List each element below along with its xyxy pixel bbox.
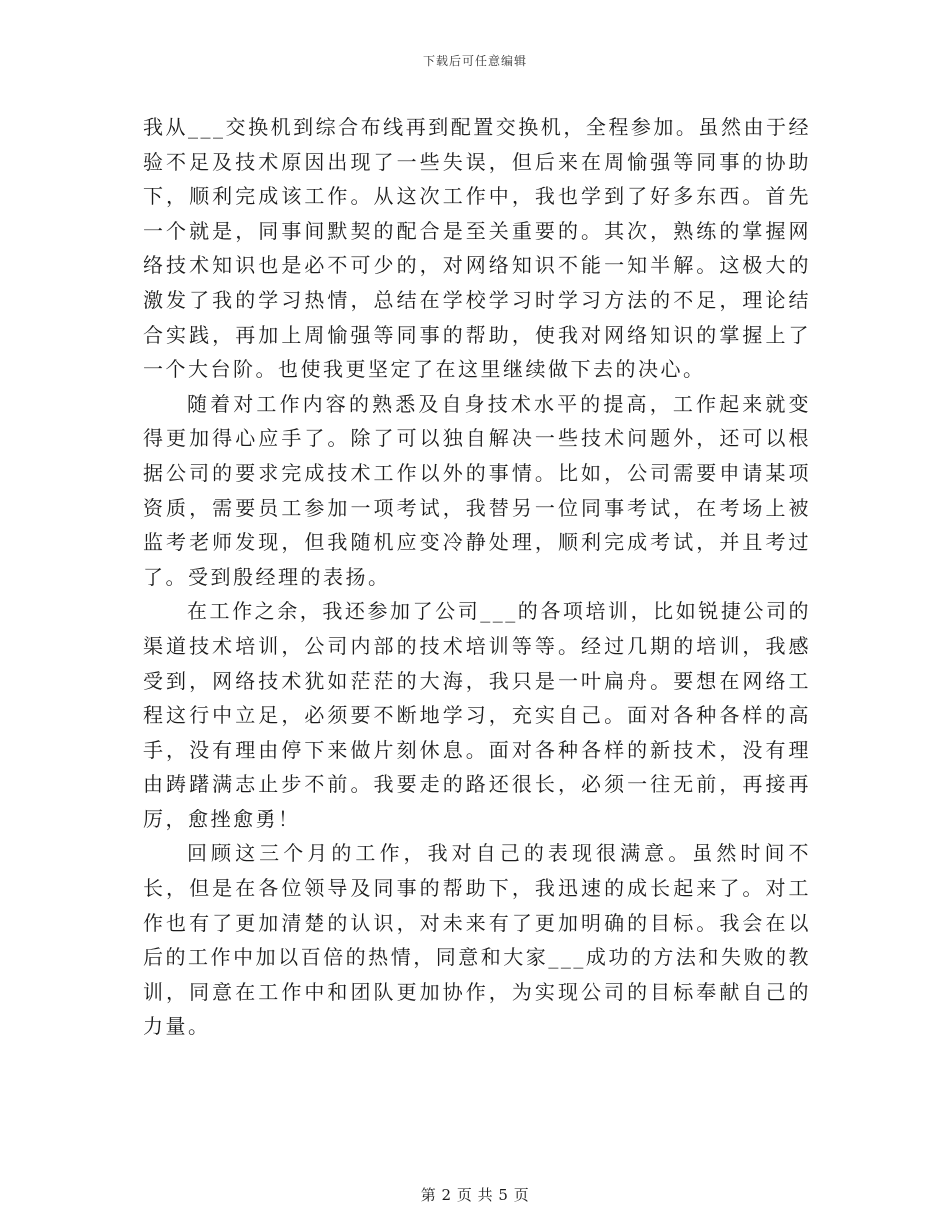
page-header: 下载后可任意编辑 <box>422 54 527 68</box>
document-body <box>143 110 811 1044</box>
paragraph-1: 我从___交换机到综合布线再到配置交换机，全程参加。虽然由于经验不足及技术原因出现了一些失误，但后来在周愉强等同事的协助下，顺利完成该工作。从这次工作中，我也学到了好多东西。首先一个就是，同事间默契的配合是至关重要的。其次，熟练的掌握网络技术知识也是必不可少的，对网络知识不能一知半解。这极大的激发了我的学习热情，总结在学校学习时学习方法的不足，理论结合实践，再加上周愉强等同事的帮助，使我对网络知识的掌握上了一个大台阶。也使我更坚定了在这里继续做下去的决心。 <box>143 115 811 382</box>
page-number: 第 2 页 共 5 页 <box>420 1186 530 1204</box>
paragraph-2: 随着对工作内容的熟悉及自身技术水平的提高，工作起来就变得更加得心应手了。除了可以独自解决一些技术问题外，还可以根据公司的要求完成技术工作以外的事情。比如，公司需要申请某项资质，需要员工参加一项考试，我替另一位同事考试，在考场上被监考老师发现，但我随机应变冷静处理，顺利完成考试，并且考过了。受到殷经理的表扬。 <box>143 391 811 589</box>
paragraph-4: 回顾这三个月的工作，我对自己的表现很满意。虽然时间不长，但是在各位领导及同事的帮助下，我迅速的成长起来了。对工作也有了更加清楚的认识，对未来有了更加明确的目标。我会在以后的工作中加以百倍的热情，同意和大家___成功的方法和失败的教训，同意在工作中和团队更加协作，为实现公司的目标奉献自己的力量。 <box>143 841 811 1039</box>
paragraph-3: 在工作之余，我还参加了公司___的各项培训，比如锐捷公司的渠道技术培训，公司内部的技术培训等等。经过几期的培训，我感受到，网络技术犹如茫茫的大海，我只是一叶扁舟。要想在网络工程这行中立足，必须要不断地学习，充实自己。面对各种各样的高手，没有理由停下来做片刻休息。面对各种各样的新技术，没有理由踌躇满志止步不前。我要走的路还很长，必须一往无前，再接再厉，愈挫愈勇！ <box>143 599 811 831</box>
